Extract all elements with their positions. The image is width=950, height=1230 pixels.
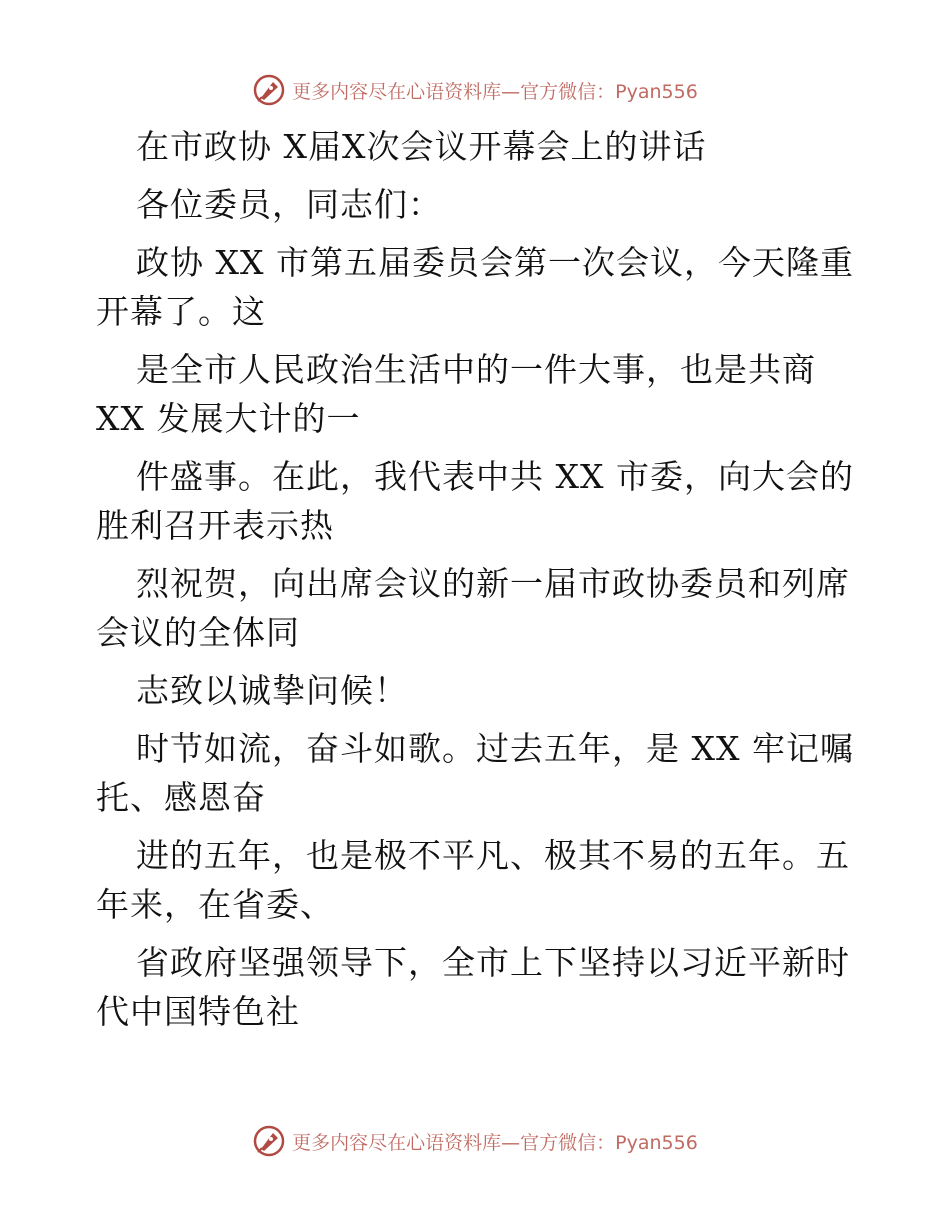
paragraph-line: 省政府坚强领导下，全市上下坚持以习近平新时 [136,943,850,982]
pen-nib-logo-icon [252,1124,286,1158]
watermark-text: 更多内容尽在心语资料库—官方微信：Pyan556 [292,1131,698,1154]
paragraph-line: 烈祝贺，向出席会议的新一届市政协委员和列席 [136,564,850,603]
paragraph-line: XX 发展大计的一 [96,399,361,438]
paragraph-line: 会议的全体同 [96,613,300,652]
paragraph-line: 时节如流，奋斗如歌。过去五年，是 XX 牢记嘱 [136,729,854,768]
document-title: 在市政协 X届X次会议开幕会上的讲话 [136,127,707,166]
paragraph-line: 托、感恩奋 [96,778,266,817]
pen-nib-logo-icon [252,73,286,107]
paragraph-line: 代中国特色社 [96,992,300,1031]
footer-watermark [0,1121,950,1161]
paragraph-line: 志致以诚挚问候！ [136,671,408,710]
salutation: 各位委员，同志们： [136,185,442,224]
paragraph-line: 政协 XX 市第五届委员会第一次会议，今天隆重 [136,243,854,282]
document-body [96,122,856,1036]
watermark-text: 更多内容尽在心语资料库—官方微信：Pyan556 [292,80,698,103]
paragraph-line: 开幕了。这 [96,292,266,331]
header-watermark [0,70,950,110]
paragraph-line: 年来，在省委、 [96,885,334,924]
paragraph-line: 胜利召开表示热 [96,506,334,545]
paragraph-line: 进的五年，也是极不平凡、极其不易的五年。五 [136,836,850,875]
paragraph-line: 件盛事。在此，我代表中共 XX 市委，向大会的 [136,457,854,496]
paragraph-line: 是全市人民政治生活中的一件大事，也是共商 [136,350,816,389]
